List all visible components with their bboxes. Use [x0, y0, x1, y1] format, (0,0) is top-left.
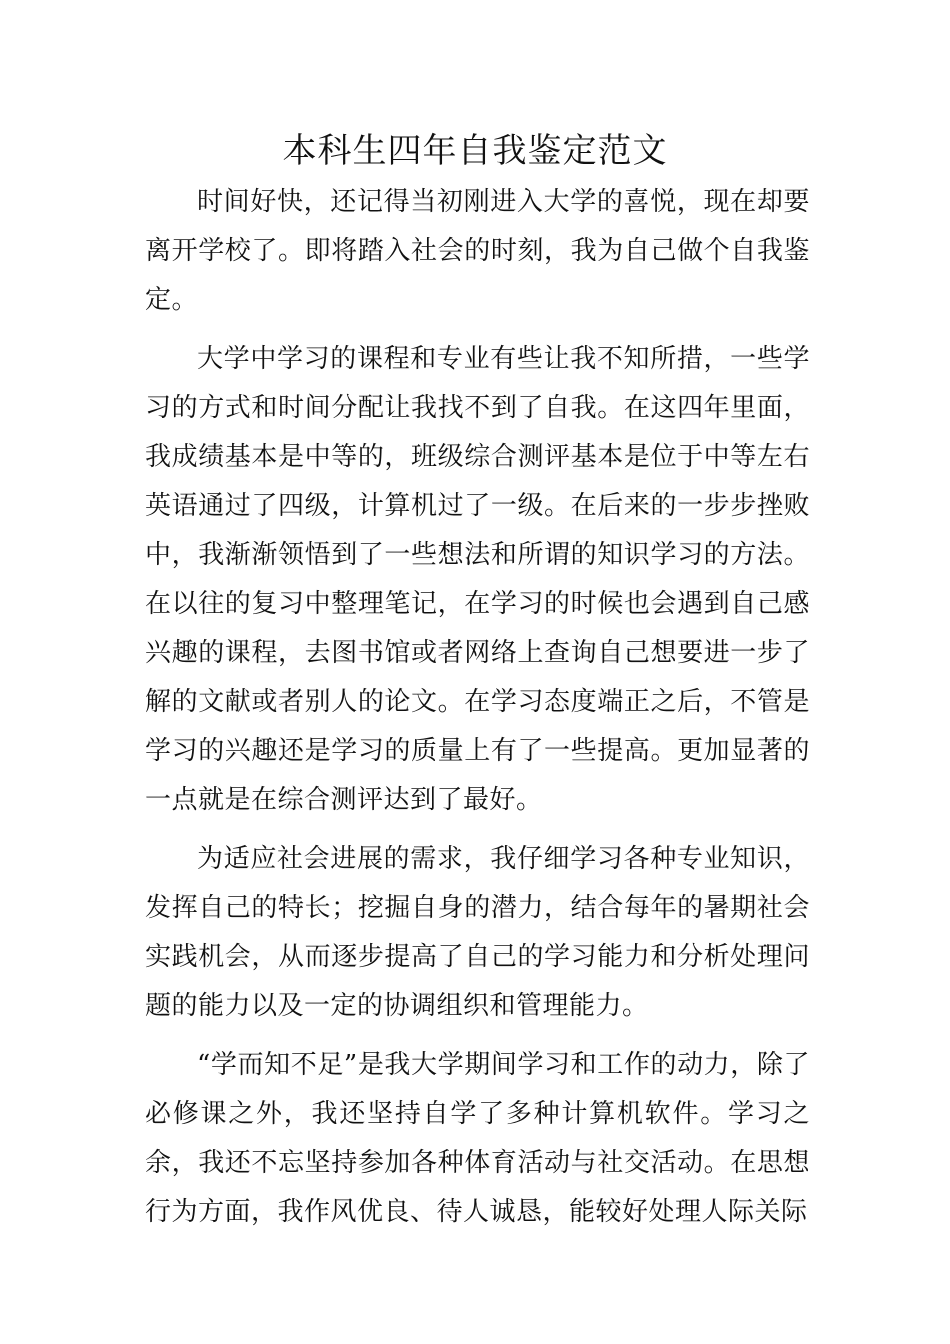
paragraph-4: “学而知不足”是我大学期间学习和工作的动力，除了必修课之外，我还坚持自学了多种计算机软件。学习之余，我还不忘坚持参加各种体育活动与社交活动。在思想行为方面，我作风优良、待人诚恳，能较好处理人际关际 [145, 1050, 810, 1227]
document-title: 本科生四年自我鉴定范文 [282, 131, 668, 171]
paragraph-1: 时间好快，还记得当初刚进入大学的喜悦，现在却要离开学校了。即将踏入社会的时刻，我为自己做个自我鉴定。 [145, 187, 810, 315]
document-body [145, 178, 810, 1237]
paragraph-2: 大学中学习的课程和专业有些让我不知所措，一些学习的方式和时间分配让我找不到了自我。在这四年里面，我成绩基本是中等的，班级综合测评基本是位于中等左右英语通过了四级，计算机过了一级。在后来的一步步挫败中，我渐渐领悟到了一些想法和所谓的知识学习的方法。在以往的复习中整理笔记，在学习的时候也会遇到自己感兴趣的课程，去图书馆或者网络上查询自己想要进一步了解的文献或者别人的论文。在学习态度端正之后，不管是学习的兴趣还是学习的质量上有了一些提高。更加显著的一点就是在综合测评达到了最好。 [145, 344, 810, 815]
paragraph-3: 为适应社会进展的需求，我仔细学习各种专业知识，发挥自己的特长；挖掘自身的潜力，结合每年的暑期社会实践机会，从而逐步提高了自己的学习能力和分析处理问题的能力以及一定的协调组织和管理能力。 [145, 844, 810, 1021]
